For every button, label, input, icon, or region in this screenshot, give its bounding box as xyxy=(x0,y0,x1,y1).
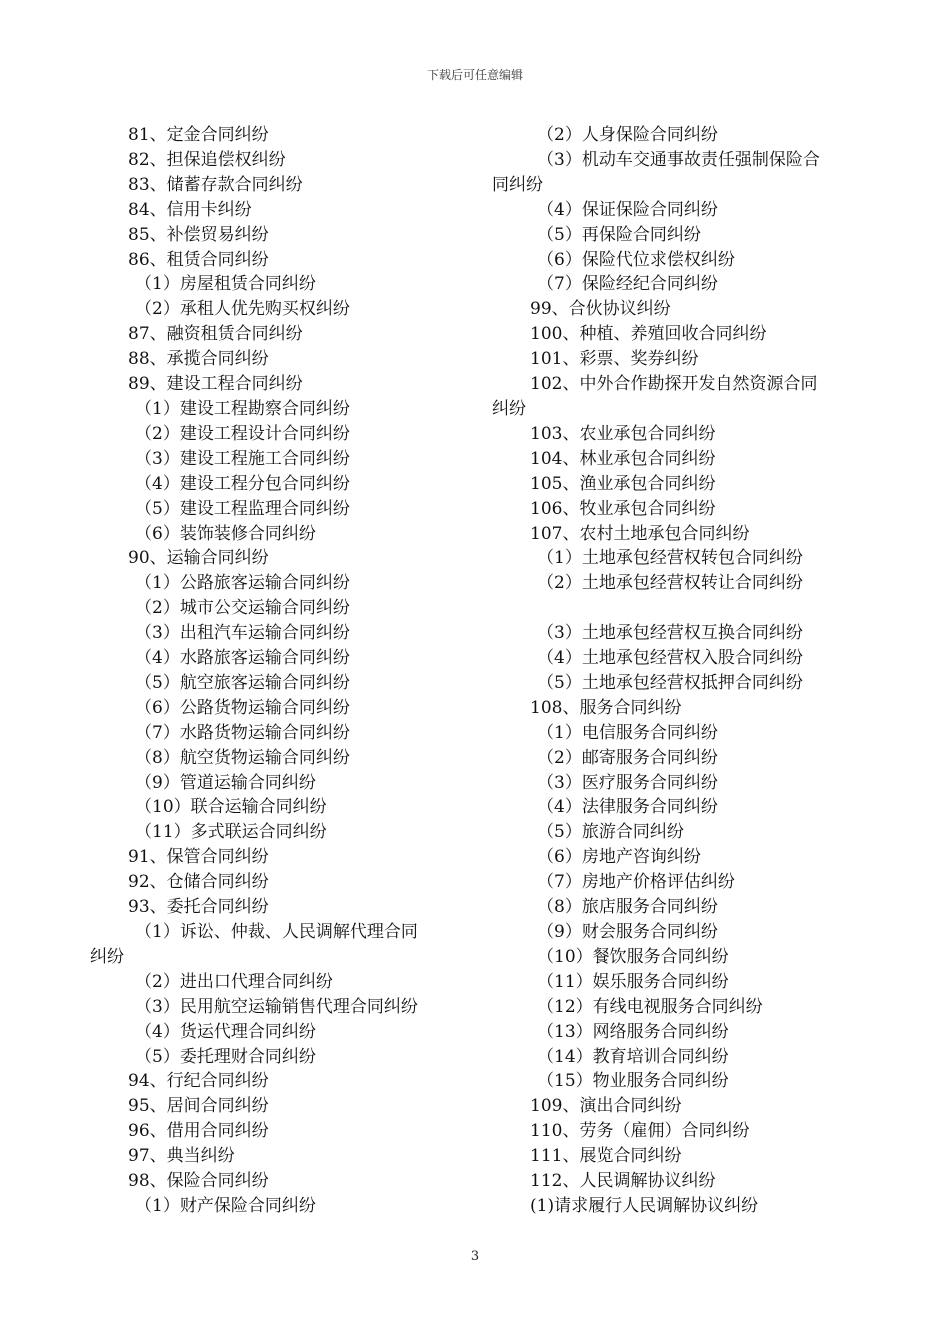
list-item: 同纠纷 xyxy=(492,174,543,195)
list-item: （3）机动车交通事故责任强制保险合 xyxy=(537,149,820,170)
page-number: 3 xyxy=(470,1249,480,1264)
page-header: 下载后可任意编辑 xyxy=(426,68,523,82)
list-item: （12）有线电视服务合同纠纷 xyxy=(537,996,763,1017)
list-item: 97、典当纠纷 xyxy=(128,1146,235,1167)
list-item: （1）诉讼、仲裁、人民调解代理合同 xyxy=(135,922,418,942)
list-item: （2）邮寄服务合同纠纷 xyxy=(537,747,718,768)
list-item: （3）医疗服务合同纠纷 xyxy=(537,772,718,793)
list-item: 85、补偿贸易纠纷 xyxy=(128,224,269,245)
list-item: （7）房地产价格评估纠纷 xyxy=(537,872,735,893)
list-item: （11）娱乐服务合同纠纷 xyxy=(537,971,729,992)
blank-line xyxy=(492,596,864,621)
list-item: （11）多式联运合同纠纷 xyxy=(135,822,327,843)
list-item: 96、借用合同纠纷 xyxy=(128,1121,269,1142)
list-item: 110、劳务（雇佣）合同纠纷 xyxy=(530,1121,750,1142)
list-item: （6）装饰装修合同纠纷 xyxy=(135,523,316,544)
list-item: （8）航空货物运输合同纠纷 xyxy=(135,747,350,768)
list-item: （4）水路旅客运输合同纠纷 xyxy=(135,648,350,669)
list-item: 86、租赁合同纠纷 xyxy=(128,249,269,270)
list-item: 112、人民调解协议纠纷 xyxy=(530,1171,716,1192)
list-item: （5）委托理财合同纠纷 xyxy=(135,1046,316,1067)
list-item: 106、牧业承包合同纠纷 xyxy=(530,498,716,519)
list-item: 90、运输合同纠纷 xyxy=(128,548,269,569)
list-item: （5）土地承包经营权抵押合同纠纷 xyxy=(537,672,803,693)
list-item: 105、渔业承包合同纠纷 xyxy=(530,473,716,494)
list-item: 81、定金合同纠纷 xyxy=(128,125,269,145)
list-item: 103、农业承包合同纠纷 xyxy=(530,423,716,444)
list-item: （1）建设工程勘察合同纠纷 xyxy=(135,398,350,419)
list-item: （6）公路货物运输合同纠纷 xyxy=(135,697,350,718)
list-item: （3）建设工程施工合同纠纷 xyxy=(135,448,350,469)
list-item: （15）物业服务合同纠纷 xyxy=(537,1071,729,1092)
list-item: 107、农村土地承包合同纠纷 xyxy=(530,523,750,544)
list-item: （5）再保险合同纠纷 xyxy=(537,224,701,245)
list-item: 93、委托合同纠纷 xyxy=(128,897,269,918)
list-item: （2）承租人优先购买权纠纷 xyxy=(135,299,350,320)
list-item: （2）进出口代理合同纠纷 xyxy=(135,971,333,992)
list-item: （4）货运代理合同纠纷 xyxy=(135,1021,316,1042)
list-item: 纠纷 xyxy=(90,946,124,967)
list-item: 91、保管合同纠纷 xyxy=(128,847,269,868)
list-item: 102、中外合作勘探开发自然资源合同 xyxy=(530,374,818,395)
list-item: （2）人身保险合同纠纷 xyxy=(537,125,718,145)
list-item: 101、彩票、奖券纠纷 xyxy=(530,349,699,370)
list-item: （5）旅游合同纠纷 xyxy=(537,822,684,843)
list-item: （14）教育培训合同纠纷 xyxy=(537,1046,729,1067)
list-item: 92、仓储合同纠纷 xyxy=(128,872,269,893)
list-item: （5）建设工程监理合同纠纷 xyxy=(135,498,350,519)
list-item: 95、居间合同纠纷 xyxy=(128,1096,269,1117)
list-item: （7）保险经纪合同纠纷 xyxy=(537,274,718,295)
list-item: 83、储蓄存款合同纠纷 xyxy=(128,174,303,195)
list-item: 109、演出合同纠纷 xyxy=(530,1096,682,1117)
list-item: 111、展览合同纠纷 xyxy=(530,1146,682,1167)
list-item: （4）保证保险合同纠纷 xyxy=(537,199,718,220)
list-item: （1）电信服务合同纠纷 xyxy=(537,722,718,743)
list-item: （1）公路旅客运输合同纠纷 xyxy=(135,573,350,594)
list-item: （6）房地产咨询纠纷 xyxy=(537,847,701,868)
list-item: （6）保险代位求偿权纠纷 xyxy=(537,249,735,270)
list-item: 94、行纪合同纠纷 xyxy=(128,1071,269,1092)
list-item: (1)请求履行人民调解协议纠纷 xyxy=(530,1195,759,1216)
list-item: （1）土地承包经营权转包合同纠纷 xyxy=(537,548,803,569)
list-item: 88、承揽合同纠纷 xyxy=(128,349,269,370)
list-item: 82、担保追偿权纠纷 xyxy=(128,149,286,170)
left-column xyxy=(90,123,462,1219)
list-item: （3）土地承包经营权互换合同纠纷 xyxy=(537,623,803,644)
list-item: （3）民用航空运输销售代理合同纠纷 xyxy=(135,996,418,1017)
list-item: 98、保险合同纠纷 xyxy=(128,1171,269,1192)
list-item: （3）出租汽车运输合同纠纷 xyxy=(135,623,350,644)
list-item: （8）旅店服务合同纠纷 xyxy=(537,897,718,918)
list-item: （9）财会服务合同纠纷 xyxy=(537,922,718,942)
list-item: （1）房屋租赁合同纠纷 xyxy=(135,274,316,295)
list-item: （4）土地承包经营权入股合同纠纷 xyxy=(537,648,803,669)
list-item: （5）航空旅客运输合同纠纷 xyxy=(135,672,350,693)
list-item: （4）建设工程分包合同纠纷 xyxy=(135,473,350,494)
list-item: （9）管道运输合同纠纷 xyxy=(135,772,316,793)
list-item: 84、信用卡纠纷 xyxy=(128,199,252,220)
right-column xyxy=(492,123,864,1219)
list-item: （2）城市公交运输合同纠纷 xyxy=(135,598,350,619)
list-item: 104、林业承包合同纠纷 xyxy=(530,448,716,469)
list-item: （10）联合运输合同纠纷 xyxy=(135,797,327,818)
list-item: （7）水路货物运输合同纠纷 xyxy=(135,722,350,743)
list-item: 99、合伙协议纠纷 xyxy=(530,299,671,320)
list-item: （1）财产保险合同纠纷 xyxy=(135,1195,316,1216)
list-item: 87、融资租赁合同纠纷 xyxy=(128,324,303,345)
list-item: 89、建设工程合同纠纷 xyxy=(128,374,303,395)
list-item: 108、服务合同纠纷 xyxy=(530,697,682,718)
list-item: （13）网络服务合同纠纷 xyxy=(537,1021,729,1042)
list-item: （4）法律服务合同纠纷 xyxy=(537,797,718,818)
list-item: （2）土地承包经营权转让合同纠纷 xyxy=(537,573,803,594)
list-item: （2）建设工程设计合同纠纷 xyxy=(135,423,350,444)
list-item: 100、种植、养殖回收合同纠纷 xyxy=(530,324,767,345)
list-item: （10）餐饮服务合同纠纷 xyxy=(537,946,729,967)
list-item: 纠纷 xyxy=(492,398,526,419)
